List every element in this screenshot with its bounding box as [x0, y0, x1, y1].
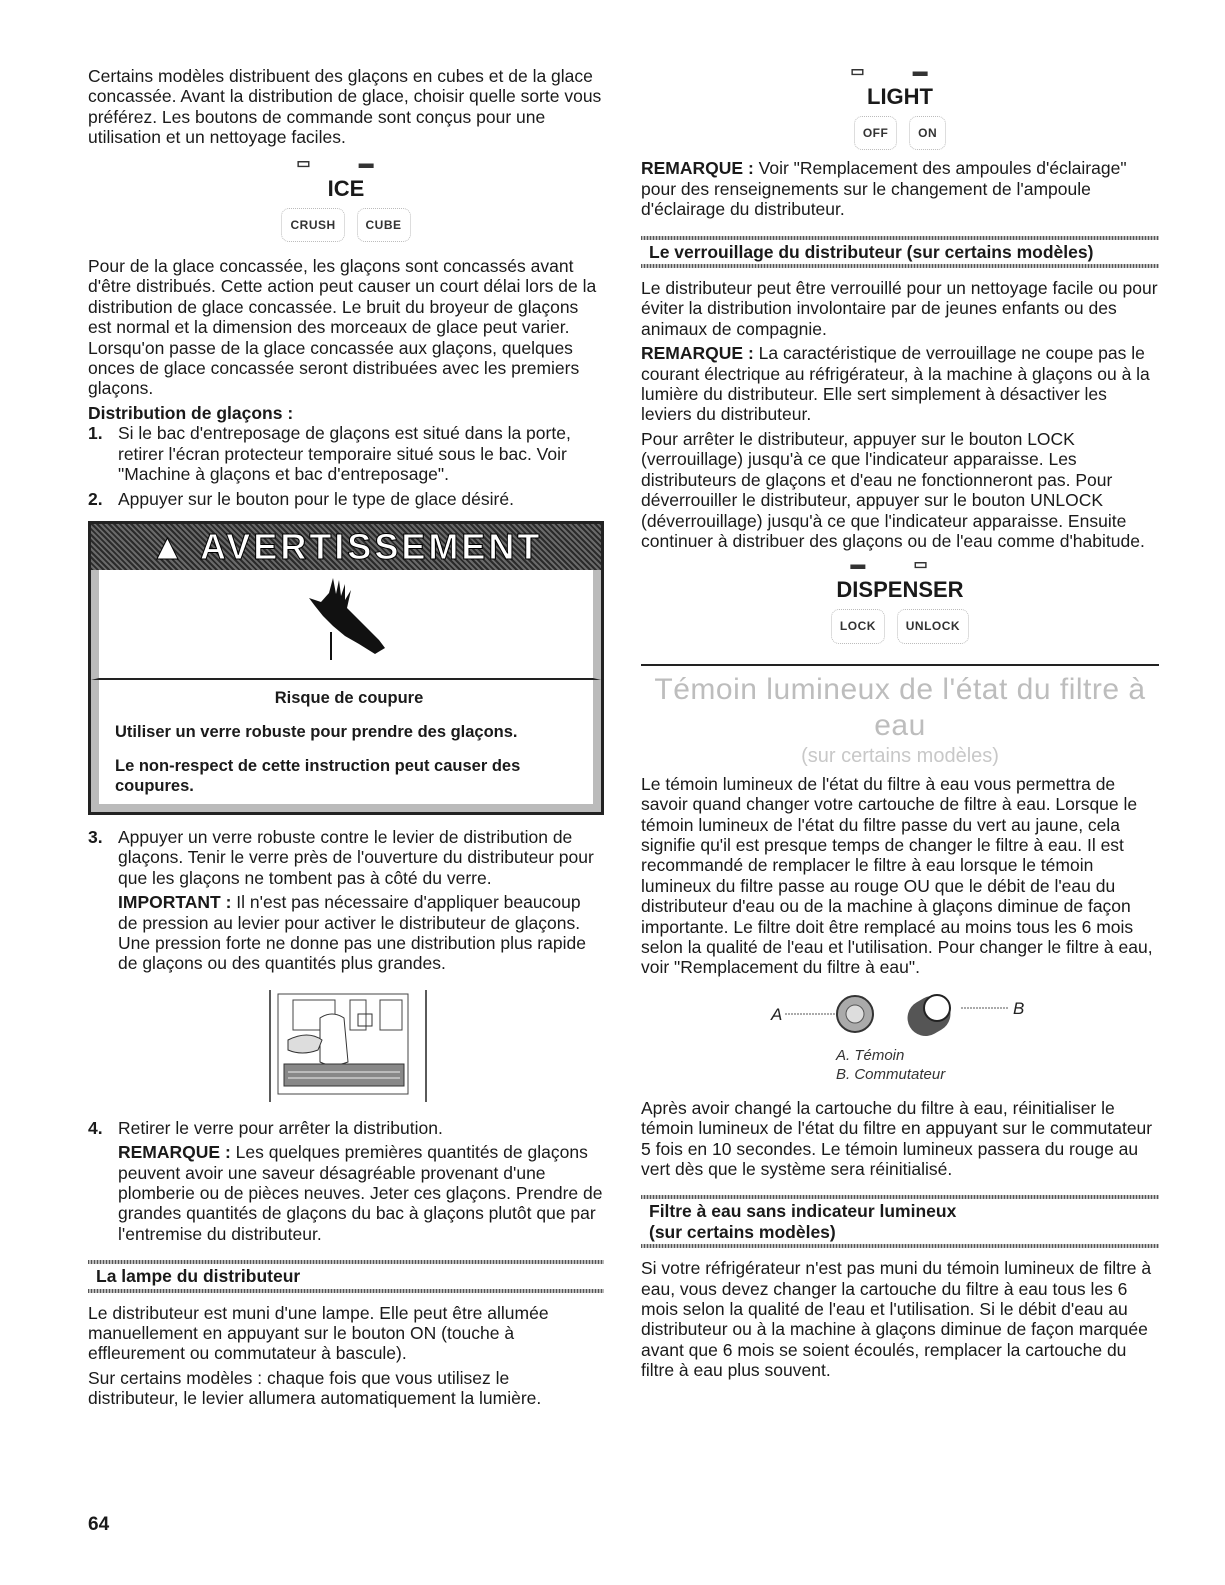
filter-status-title: Témoin lumineux de l'état du filtre à eau [654, 672, 1146, 742]
step-1: 1. Si le bac d'entreposage de glaçons est situé dans la porte, retirer l'écran protecteur temporaire situé sous le bac. Voir "Machine à glaçons et bac d'entreposage". [88, 423, 571, 485]
caption-a: A. Témoin [836, 1046, 905, 1064]
remarque-light: REMARQUE : Voir "Remplacement des ampoules d'éclairage" pour des renseignements sur le changement de l'ampoule d'éclairage du distributeur. [641, 158, 1127, 220]
dispenser-panel-title: DISPENSER [836, 577, 964, 603]
caption-b: B. Commutateur [836, 1065, 946, 1083]
risk-title: Risque de coupure [274, 688, 424, 707]
warning-triangle-icon: ▲ [149, 525, 189, 567]
dispenser-indicator-marks: ▬ ▭ [850, 556, 950, 574]
switch-icon [901, 989, 957, 1042]
ice-control-panel [88, 154, 604, 242]
no-light-paragraph: Si votre réfrigérateur n'est pas muni du témoin lumineux de filtre à eau, vous devez changer la cartouche du filtre à eau tous les 6 mois selon la qualité de l'eau et l'utilisation. Si le débit d'eau au distributeur ou à la machine à glaçons diminue de façon marquée avant que 6 mois se soient écoulés, remplacer la cartouche du filtre à eau plus souvent. [641, 1258, 1152, 1381]
right-column [641, 62, 1159, 1385]
lock-remarque: REMARQUE : La caractéristique de verrouillage ne coupe pas le courant électrique au réfrigérateur, à la machine à glaçons ou à la lumière du distributeur. Elle sert simplement à désactiver les leviers du distributeur. [641, 343, 1150, 425]
remarque-step-4: REMARQUE : Les quelques premières quantités de glaçons peuvent avoir une saveur désagréable provenant d'une plomberie ou de pièces neuves. Jeter ces glaçons. Prendre de grandes quantités de glaçons du bac à glaçons plutôt que par l'entremise du distributeur. [118, 1142, 603, 1244]
ice-indicator-marks: ▭ ▬ [296, 154, 396, 172]
lock-button[interactable]: LOCK [831, 609, 885, 643]
ice-panel-title: ICE [327, 175, 365, 201]
warning-line-2: Le non-respect de cette instruction peut causer des coupures. [115, 756, 521, 795]
page-number: 64 [88, 1514, 110, 1535]
step-2: 2. Appuyer sur le bouton pour le type de glace désiré. [88, 488, 514, 509]
lock-section-heading: Le verrouillage du distributeur (sur certains modèles) [641, 236, 1159, 268]
step-3: 3. Appuyer un verre robuste contre le levier de distribution de glaçons. Tenir le verre près de l'ouverture du distributeur pour que les glaçons ne tombent pas à côté du verre. [88, 826, 594, 888]
lamp-paragraph-1: Le distributeur est muni d'une lampe. Elle peut être allumée manuellement en appuyant sur le bouton ON (touche à effleurement ou commutateur à bascule). [88, 1302, 549, 1364]
figure-label-a: A [771, 1004, 783, 1024]
lamp-section-heading: La lampe du distributeur [88, 1260, 604, 1292]
light-control-panel [641, 62, 1159, 150]
crush-button[interactable]: CRUSH [281, 208, 344, 242]
cut-hazard-icon [91, 570, 601, 680]
lamp-paragraph-2: Sur certains modèles : chaque fois que vous utilisez le distributeur, le levier allumera automatiquement la lumière. [88, 1367, 542, 1409]
warning-box [88, 521, 604, 815]
lock-paragraph-2: Pour arrêter le distributeur, appuyer sur le bouton LOCK (verrouillage) jusqu'à ce que l'indicateur apparaisse. Les distributeurs de glaçons et d'eau ne fonctionneront pas. Pour déverrouiller le distributeur, appuyer sur le bouton UNLOCK (déverrouillage) jusqu'à ce que l'indicateur apparaisse. Ensuite continuer à distribuer des glaçons ou de l'eau comme d'habitude. [641, 428, 1145, 551]
light-panel-title: LIGHT [867, 84, 933, 109]
section-divider [641, 664, 1159, 666]
warning-title: AVERTISSEMENT [199, 525, 543, 567]
distribution-heading: Distribution de glaçons : [88, 402, 294, 423]
warning-line-1: Utiliser un verre robuste pour prendre des glaçons. [115, 722, 518, 741]
figure-label-b: B [1013, 998, 1025, 1018]
unlock-button[interactable]: UNLOCK [897, 609, 969, 643]
on-button[interactable]: ON [909, 116, 946, 150]
left-column [88, 66, 604, 1413]
warning-header [91, 524, 601, 570]
filter-paragraph-2: Après avoir changé la cartouche du filtre à eau, réinitialiser le témoin lumineux de l'état du filtre en appuyant sur le commutateur 5 fois en 10 secondes. Le témoin lumineux passera du rouge au vert dès que le système sera réinitialisé. [641, 1097, 1153, 1179]
crushed-ice-paragraph: Pour de la glace concassée, les glaçons sont concassés avant d'être distribués. Cette action peut causer un court délai lors de la distribution de glace concassée. Le bruit du broyeur de glaçons est normal et la dimension des morceaux de glace peut varier. Lorsqu'on passe de la glace concassée aux glaçons, quelques onces de glace concassée seront distribuées avec les premiers glaçons. [88, 256, 597, 399]
lock-paragraph-1: Le distributeur peut être verrouillé pour un nettoyage facile ou pour éviter la distribution involontaire par de jeunes enfants ou des animaux de compagnie. [641, 278, 1158, 339]
filter-paragraph-1: Le témoin lumineux de l'état du filtre à eau vous permettra de savoir quand changer votre cartouche de filtre à eau. Lorsque le témoin lumineux de l'état du filtre passe du vert au jaune, cela signifie qu'il est presque temps de changer le filtre à eau. Il est recommandé de remplacer le filtre à eau lorsque le témoin lumineux du filtre passe au rouge OU que le débit de l'eau du distributeur d'eau ou de la machine à glaçons diminue de façon importante. Le filtre doit être remplacé au moins tous les 6 mois selon la qualité de l'eau et l'utilisation. Pour changer le filtre à eau, voir "Remplacement du filtre à eau". [641, 773, 1153, 978]
important-note: IMPORTANT : Il n'est pas nécessaire d'appliquer beaucoup de pression au levier pour activer le distributeur de glaçons. Une pression forte ne donne pas une distribution plus rapide de glaçons ou des quantités plus grandes. [118, 892, 586, 974]
no-light-heading: Filtre à eau sans indicateur lumineux (sur certains modèles) [641, 1195, 1159, 1248]
intro-paragraph: Certains modèles distribuent des glaçons en cubes et de la glace concassée. Avant la distribution de glace, choisir quelle sorte vous préférez. Les boutons de commande sont conçus pour une utilisation et un nettoyage faciles. [88, 66, 602, 148]
cube-button[interactable]: CUBE [357, 208, 411, 242]
dispenser-control-panel [641, 555, 1159, 643]
dispenser-illustration [88, 980, 604, 1110]
light-indicator-marks: ▭ ▬ [850, 63, 950, 80]
filter-status-subtitle: (sur certains modèles) [801, 744, 999, 767]
off-button[interactable]: OFF [854, 116, 898, 150]
filter-indicator-figure [641, 984, 1159, 1046]
step-4: 4. Retirer le verre pour arrêter la distribution. [88, 1117, 443, 1138]
